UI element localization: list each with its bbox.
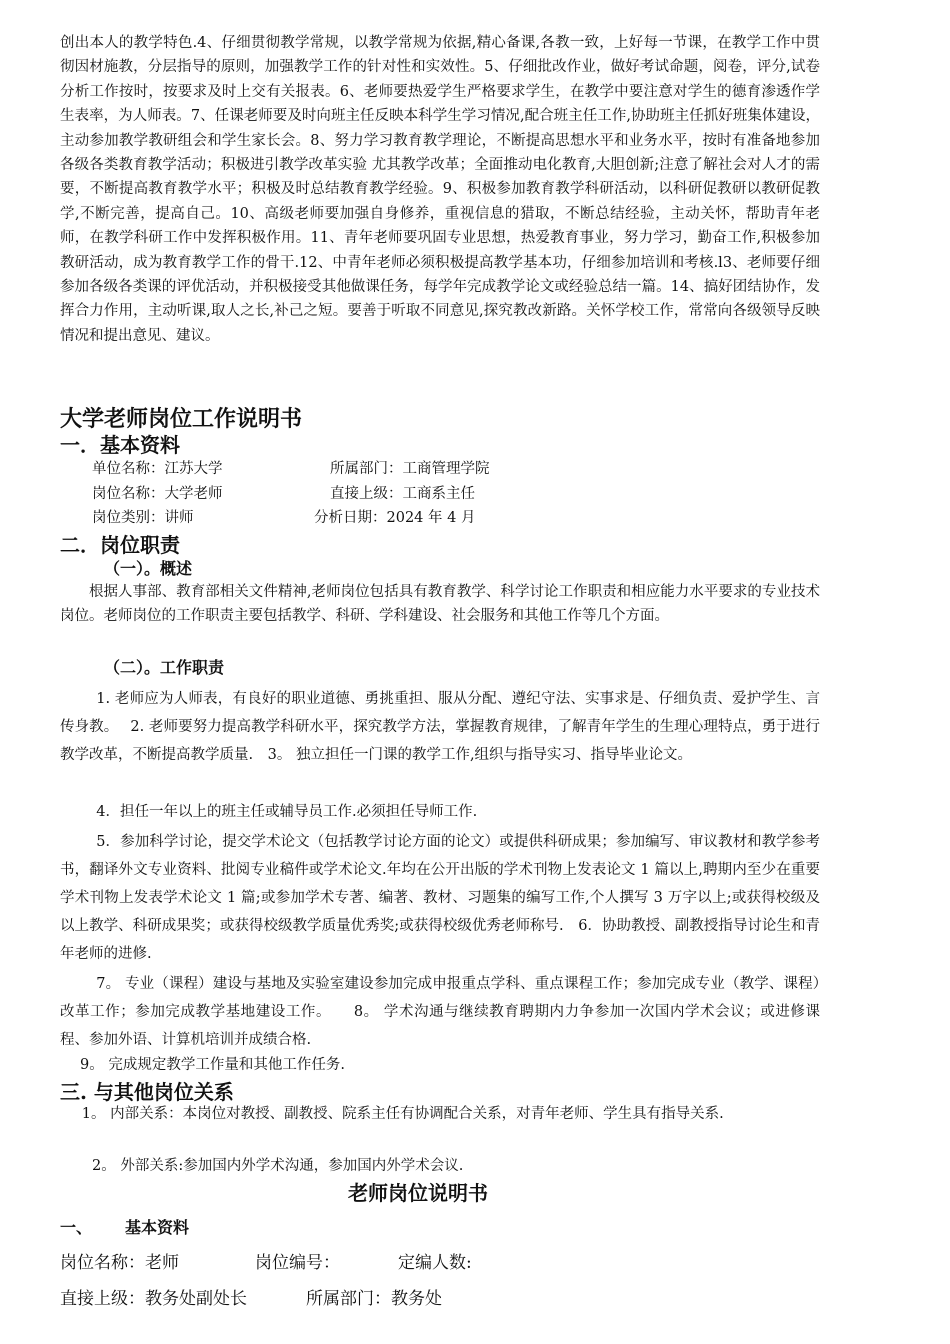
doc2-title: 老师岗位说明书: [348, 1181, 488, 1205]
doc2-section1-number: 一、: [60, 1218, 93, 1237]
doc1-section2-heading: 二．岗位职责: [60, 533, 180, 557]
duty-4: 4．担任一年以上的班主任或辅导员工作.必须担任导师工作.: [96, 804, 478, 820]
duty-5-6: 5．参加科学讨论，提交学术论文（包括教学讨论方面的论文）或提供科研成果；参加编写、审议教材和教学参考书，翻译外文专业资料、批阅专业稿件或学术论文.年均在公开出版的学术刊物上发表论文 1 篇以上,聘期内至少在重要学术刊物上发表学术论文 1 篇;或参加学术专著、编著、教材、习题集的编写工作,个人撰写 3 万字以上;或获得校级及以上教学、科研成果奖；或获得校级教学质量优秀奖;或获得校级优秀老师称号. 6．协助教授、副教授指导讨论生和青年老师的进修.: [60, 834, 820, 962]
overview-subheading: （一）。概述: [104, 559, 193, 578]
duty-9: 9。 完成规定教学工作量和其他工作任务.: [80, 1057, 345, 1073]
doc1-section1-heading: 一．基本资料: [60, 433, 180, 457]
relation-external: 2。 外部关系:参加国内外学术沟通，参加国内外学术会议.: [92, 1158, 464, 1174]
doc2-post-number: 岗位编号：: [255, 1253, 340, 1273]
doc2-headcount: 定编人数:: [398, 1253, 472, 1273]
doc1-section3-heading: 三. 与其他岗位关系: [60, 1080, 234, 1104]
duties-subheading: （二）。工作职责: [104, 658, 225, 677]
overview-paragraph: 根据人事部、教育部相关文件精神,老师岗位包括具有教育教学、科学讨论工作职责和相应能力水平要求的专业技术岗位。老师岗位的工作职责主要包括教学、科研、学科建设、社会服务和其他工作等几个方面。: [60, 584, 820, 625]
info-post-type: 岗位类别：讲师: [92, 510, 194, 526]
duty-7-8: 7。 专业（课程）建设与基地及实验室建设参加完成申报重点学科、重点课程工作；参加完成专业（教学、课程）改革工作；参加完成教学基地建设工作。 8。 学术沟通与继续教育聘期内力争参加一次国内学术会议；或进修课程、参加外语、计算机培训并成绩合格.: [60, 976, 820, 1048]
doc2-superior: 直接上级：教务处副处长: [60, 1289, 247, 1309]
intro-paragraph: 创出本人的教学特色.4、仔细贯彻教学常规，以教学常规为依据,精心备课,各教一致，上好每一节课，在教学工作中贯彻因材施教，分层指导的原则，加强教学工作的针对性和实效性。5、仔细批改作业，做好考试命题，阅卷，评分,试卷分析工作按时，按要求及时上交有关报表。6、老师要热爱学生严格要求学生，在教学中要注意对学生的德育渗透作学生表率，为人师表。7、任课老师要及时向班主任反映本科学生学习情况,配合班主任工作,协助班主任抓好班集体建设，主动参加教学教研组会和学生家长会。8、努力学习教育教学理论，不断提高思想水平和业务水平，按时有准备地参加各级各类教育教学活动；积极进引教学改革实验 尤其教学改革；全面推动电化教育,大胆创新;注意了解社会对人才的需要，不断提高教育教学水平；积极及时总结教育教学经验。9、积极参加教育教学科研活动，以科研促教研以教研促教学,不断完善，提高自己。10、高级老师要加强自身修养，重视信息的猎取，不断总结经验，主动关怀，帮助青年老师，在教学科研工作中发挥积极作用。11、青年老师要巩固专业思想，热爱教育事业，努力学习，勤奋工作,积极参加教研活动，成为教育教学工作的骨干.12、中青年老师必须积极提高教学基本功，仔细参加培训和考核.l3、老师要仔细参加各级各类课的评优活动，并积极接受其他做课任务，每学年完成教学论文或经验总结一篇。14、搞好团结协作，发挥合力作用，主动听课,取人之长,补己之短。要善于听取不同意见,探究教改新路。关怀学校工作，常常向各级领导反映情况和提出意见、建议。: [60, 35, 820, 344]
info-department: 所属部门：工商管理学院: [330, 461, 490, 477]
info-unit-name: 单位名称：江苏大学: [92, 461, 223, 477]
info-post-name: 岗位名称：大学老师: [92, 486, 223, 502]
info-analysis-date: 分析日期：2024 年 4 月: [314, 510, 476, 526]
doc2-department: 所属部门：教务处: [306, 1289, 442, 1309]
info-superior: 直接上级：工商系主任: [330, 486, 475, 502]
duty-1-3: 1. 老师应为人师表，有良好的职业道德、勇挑重担、服从分配、遵纪守法、实事求是、仔细负责、爱护学生、言传身教。 2. 老师要努力提高教学科研水平，探究教学方法，掌握教育规律，了解青年学生的生理心理特点，勇于进行教学改革，不断提高教学质量. 3。 独立担任一门课的教学工作,组织与指导实习、指导毕业论文。: [60, 691, 820, 763]
doc2-section1-heading: 基本资料: [125, 1218, 190, 1237]
doc1-title: 大学老师岗位工作说明书: [60, 406, 303, 432]
relation-internal: 1。 内部关系：本岗位对教授、副教授、院系主任有协调配合关系，对青年老师、学生具有指导关系.: [81, 1106, 724, 1122]
doc2-post-name: 岗位名称：老师: [60, 1253, 179, 1273]
